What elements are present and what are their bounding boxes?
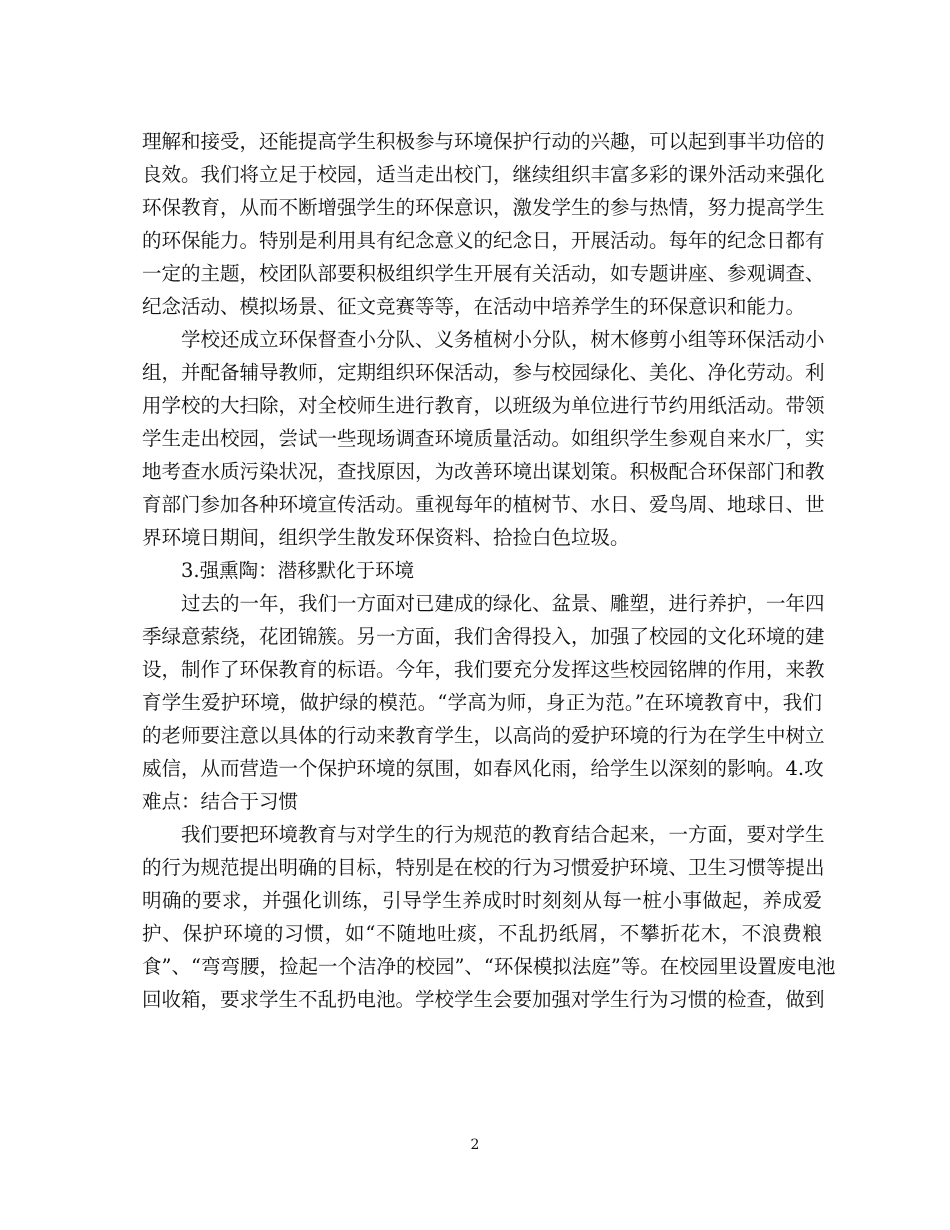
text-line: 地考查水质污染状况，查找原因，为改善环境出谋划策。积极配合环保部门和教 [142, 460, 825, 483]
text-line: 良效。我们将立足于校园，适当走出校门，继续组织丰富多彩的课外活动来强化 [142, 163, 825, 186]
text-line: 育部门参加各种环境宣传活动。重视每年的植树节、水日、爱鸟周、地球日、世 [142, 493, 825, 516]
text-line: 过去的一年，我们一方面对已建成的绿化、盆景、雕塑，进行养护，一年四 [142, 592, 825, 615]
text-line: 学校还成立环保督查小分队、义务植树小分队，树木修剪小组等环保活动小 [142, 328, 825, 351]
text-line: 的环保能力。特别是利用具有纪念意义的纪念日，开展活动。每年的纪念日都有 [142, 229, 825, 252]
text-line: 一定的主题，校团队部要积极组织学生开展有关活动，如专题讲座、参观调查、 [142, 262, 825, 285]
text-line: 回收箱，要求学生不乱扔电池。学校学生会要加强对学生行为习惯的检查，做到 [142, 988, 825, 1011]
section-heading: 3.强熏陶：潜移默化于环境 [142, 559, 415, 582]
page-number: 2 [470, 1137, 480, 1153]
text-line: 界环境日期间，组织学生散发环保资料、拾捡白色垃圾。 [142, 526, 630, 549]
text-line: 食”、“弯弯腰，捡起一个洁净的校园”、“环保模拟法庭”等。在校园里设置废电池 [142, 955, 836, 978]
text-line: 的行为规范提出明确的目标，特别是在校的行为习惯爱护环境、卫生习惯等提出 [142, 856, 825, 879]
text-line: 育学生爱护环境，做护绿的模范。“学高为师，身正为范。”在环境教育中，我们 [142, 691, 822, 714]
text-line: 用学校的大扫除，对全校师生进行教育，以班级为单位进行节约用纸活动。带领 [142, 394, 825, 417]
text-line: 的老师要注意以具体的行动来教育学生，以高尚的爱护环境的行为在学生中树立 [142, 724, 825, 747]
text-line: 季绿意萦绕，花团锦簇。另一方面，我们舍得投入，加强了校园的文化环境的建 [142, 625, 825, 648]
text-line: 明确的要求，并强化训练，引导学生养成时时刻刻从每一桩小事做起，养成爱 [142, 889, 822, 912]
text-line: 难点：结合于习惯 [142, 790, 299, 813]
text-line: 理解和接受，还能提高学生积极参与环境保护行动的兴趣，可以起到事半功倍的 [142, 130, 825, 153]
text-line: 环保教育，从而不断增强学生的环保意识，激发学生的参与热情，努力提高学生 [142, 196, 825, 219]
text-line: 威信，从而营造一个保护环境的氛围，如春风化雨，给学生以深刻的影响。4.攻 [142, 757, 824, 780]
text-line: 纪念活动、模拟场景、征文竞赛等等，在活动中培养学生的环保意识和能力。 [142, 295, 806, 318]
text-line: 组，并配备辅导教师，定期组织环保活动，参与校园绿化、美化、净化劳动。利 [142, 361, 825, 384]
text-line: 我们要把环境教育与对学生的行为规范的教育结合起来，一方面，要对学生 [142, 823, 825, 846]
text-line: 护、保护环境的习惯，如“不随地吐痰，不乱扔纸屑，不攀折花木，不浪费粮 [142, 922, 822, 945]
text-line: 学生走出校园，尝试一些现场调查环境质量活动。如组织学生参观自来水厂，实 [142, 427, 825, 450]
text-line: 设，制作了环保教育的标语。今年，我们要充分发挥这些校园铭牌的作用，来教 [142, 658, 825, 681]
